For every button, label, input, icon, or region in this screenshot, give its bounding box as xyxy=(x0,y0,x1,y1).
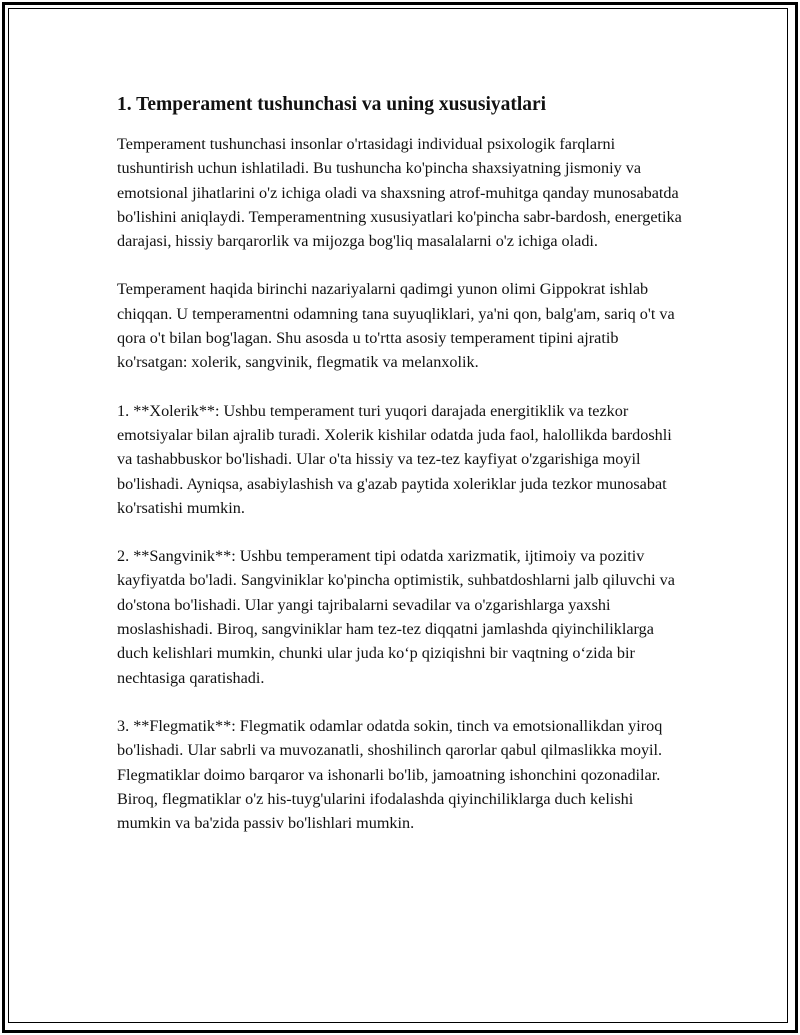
section-heading: 1. Temperament tushunchasi va uning xususiyatlari xyxy=(117,94,547,115)
document-body xyxy=(117,90,687,859)
paragraph-flegmatik: 3. **Flegmatik**: Flegmatik odamlar odatda sokin, tinch va emotsionallikdan yiroq bo'lishadi. Ular sabrli va muvozanatli, shoshilinch qarorlar qabul qilmaslikka moyil. Flegmatiklar doimo barqaror va ishonarli bo'lib, jamoatning ishonchini qozonadilar. Biroq, flegmatiklar o'z his-tuyg'ularini ifodalashda qiyinchiliklarga duch kelishi mumkin va ba'zida passiv bo'lishlari mumkin. xyxy=(117,716,663,833)
paragraph-intro: Temperament tushunchasi insonlar o'rtasidagi individual psixologik farqlarni tushuntirish uchun ishlatiladi. Bu tushuncha ko'pincha shaxsiyatning jismoniy va emotsional jihatlarini o'z ichiga oladi va shaxsning atrof-muhitga qanday munosabatda bo'lishini aniqlaydi. Temperamentning xususiyatlari ko'pincha sabr-bardosh, energetika darajasi, hissiy barqarorlik va mijozga bog'liq masalalarni o'z ichiga oladi. xyxy=(117,135,682,251)
paragraph-xolerik: 1. **Xolerik**: Ushbu temperament turi yuqori darajada energitiklik va tezkor emotsiyalar bilan ajralib turadi. Xolerik kishilar odatda juda faol, halollikda bardoshli va tashabbuskor bo'lishadi. Ular o'ta hissiy va tez-tez kayfiyat o'zgarishiga moyil bo'lishadi. Ayniqsa, asabiylashish va g'azab paytida xoleriklar juda tezkor munosabat ko'rsatishi mumkin. xyxy=(117,401,672,517)
paragraph-gippokrat: Temperament haqida birinchi nazariyalarni qadimgi yunon olimi Gippokrat ishlab chiqqan. U temperamentni odamning tana suyuqliklari, ya'ni qon, balg'am, sariq o't va qora o't bilan bog'lagan. Shu asosda u to'rtta asosiy temperament tipini ajratib ko'rsatgan: xolerik, sangvinik, flegmatik va melanxolik. xyxy=(117,280,675,372)
paragraph-sangvinik: 2. **Sangvinik**: Ushbu temperament tipi odatda xarizmatik, ijtimoiy va pozitiv kayfiyatda bo'ladi. Sangviniklar ko'pincha optimistik, suhbatdoshlarni jalb qiluvchi va do'stona bo'lishadi. Ular yangi tajribalarni sevadilar va o'zgarishlarga yaxshi moslashishadi. Biroq, sangviniklar ham tez-tez diqqatni jamlashda qiyinchiliklarga duch kelishlari mumkin, chunki ular juda ko‘p qiziqishni bir vaqtning o‘zida bir nechtasiga qaratishadi. xyxy=(117,547,675,687)
